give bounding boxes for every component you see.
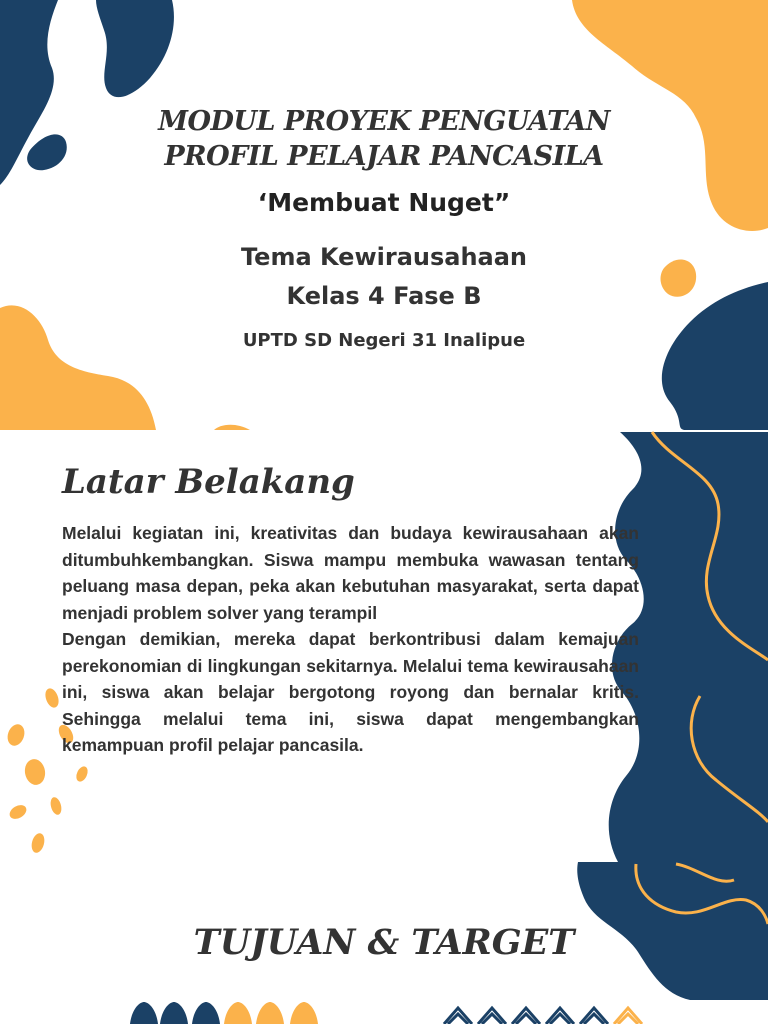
project-subtitle: ‘Membuat Nuget” (257, 188, 511, 217)
grade-label: Kelas 4 Fase B (286, 282, 482, 310)
theme-label: Tema Kewirausahaan (240, 243, 528, 271)
section-heading: Latar Belakang (62, 462, 355, 502)
bottom-left-shapes (130, 1002, 318, 1024)
orange-blob-left-small (214, 425, 250, 430)
school-name: UPTD SD Negeri 31 Inalipue (242, 330, 526, 351)
navy-blob-right-top (662, 282, 768, 430)
bottom-right-chevrons (444, 1008, 642, 1024)
module-title-line-2: PROFIL PELAJAR PANCASILA (164, 141, 604, 172)
orange-blob-left (0, 305, 156, 430)
section-body (62, 520, 639, 759)
navy-blob-top-left-3 (27, 134, 67, 170)
body-paragraph-1: Melalui kegiatan ini, kreativitas dan budaya kewirausahaan akan ditumbuhkembangkan. Siswa mampu membuka wawasan tentang peluang masa depan, peka akan kebutuhan masyarakat, serta dapat menjadi problem solver yang terampil (62, 523, 639, 623)
body-paragraph-2: Dengan demikian, mereka dapat berkontribusi dalam kemajuan perekonomian di lingkungan sekitarnya. Melalui tema kewirausahaan ini, siswa akan belajar bergotong royong dan bernalar kritis. Sehingga melalui tema ini, siswa dapat mengembangkan kemampuan profil pelajar pancasila. (62, 629, 639, 755)
module-title-line-1: MODUL PROYEK PENGUATAN (158, 106, 610, 137)
navy-blob-top-left-2 (96, 0, 174, 97)
footer-heading: TUJUAN & TARGET (193, 922, 575, 963)
